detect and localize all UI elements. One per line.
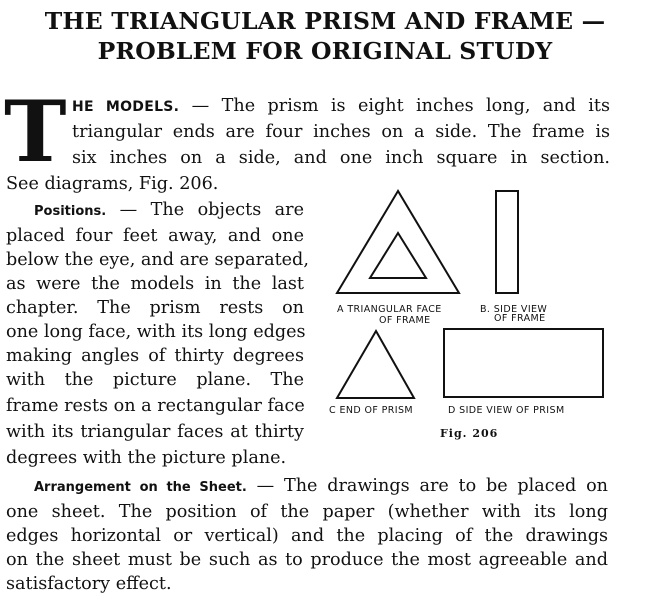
positions-line: with the picture plane. The xyxy=(6,370,304,390)
label-a-line-1: A TRIANGULAR FACE xyxy=(337,304,442,315)
label-a-line-2: OF FRAME xyxy=(379,315,431,326)
label-b-line-1: B. SIDE VIEW xyxy=(480,304,548,315)
paragraph-text: — The prism is eight inches long, and its xyxy=(179,96,610,116)
arrangement-line: satisfactory effect. xyxy=(6,574,172,594)
arrangement-heading: Arrangement on the Sheet. xyxy=(34,480,247,495)
prism-end-diagram xyxy=(337,331,414,398)
positions-heading: Positions. xyxy=(34,204,107,219)
figure-caption: Fig. 206 xyxy=(440,427,499,440)
positions-line: one long face, with its long edges xyxy=(6,322,306,342)
triangular-frame-diagram xyxy=(337,191,459,293)
drop-cap: T xyxy=(4,82,67,181)
arrangement-line: on the sheet must be such as to produce the most agreeable and xyxy=(6,550,608,570)
positions-line: frame rests on a rectangular face xyxy=(6,396,305,416)
label-b-line-2: OF FRAME xyxy=(494,313,546,324)
positions-line: chapter. The prism rests on xyxy=(6,298,304,318)
arrangement-line: one sheet. The position of the paper (whether with its long xyxy=(6,502,608,522)
title-line-1: THE TRIANGULAR PRISM AND FRAME — xyxy=(44,7,606,35)
positions-line: as were the models in the last xyxy=(6,274,304,294)
prism-side-view-diagram xyxy=(444,329,603,397)
paragraph-line: six inches on a side, and one inch square in section. xyxy=(72,148,610,168)
positions-line: making angles of thirty degrees xyxy=(6,346,304,366)
frame-side-view-diagram xyxy=(496,191,518,293)
positions-line: degrees with the picture plane. xyxy=(6,448,287,468)
models-heading: HE MODELS. xyxy=(72,99,180,115)
positions-line: below the eye, and are separated, xyxy=(6,250,309,270)
positions-line: placed four feet away, and one xyxy=(6,226,304,246)
label-d: D SIDE VIEW OF PRISM xyxy=(448,405,565,416)
frame-inner-triangle xyxy=(370,233,426,278)
arrangement-line xyxy=(34,474,608,500)
paragraph-text: — The objects are xyxy=(106,200,304,220)
paragraph-line: triangular ends are four inches on a side. The frame is xyxy=(72,122,610,142)
arrangement-line: edges horizontal or vertical) and the placing of the drawings xyxy=(6,526,608,546)
title-line-2: PROBLEM FOR ORIGINAL STUDY xyxy=(97,37,553,65)
label-c: C END OF PRISM xyxy=(329,405,414,416)
paragraph-line: See diagrams, Fig. 206. xyxy=(6,174,219,194)
positions-line: with its triangular faces at thirty xyxy=(6,422,304,442)
paragraph-text: — The drawings are to be placed on xyxy=(246,476,608,496)
